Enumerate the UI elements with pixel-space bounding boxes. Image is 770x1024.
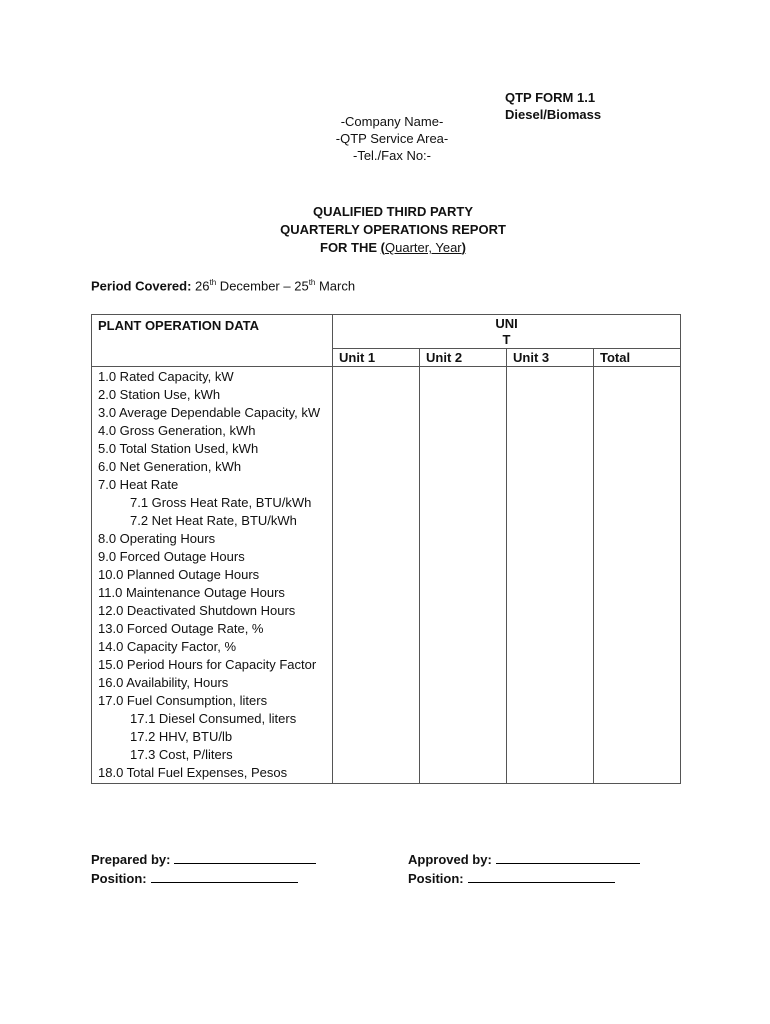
period-covered [91,278,355,293]
table-header-row [92,315,681,349]
table-row-label: 6.0 Net Generation, kWh [98,459,242,474]
unit-header-line-2: T [502,332,511,347]
title-line-3 [0,239,770,257]
company-name: -Company Name- [340,114,444,129]
table-row-label: 7.1 Gross Heat Rate, BTU/kWh [130,495,312,510]
approved-by-label: Approved by: [408,852,492,867]
table-row-label: 4.0 Gross Generation, kWh [98,423,256,438]
position-right-label: Position: [408,871,464,886]
unit-group-header [333,315,681,349]
table-row-label: 14.0 Capacity Factor, % [98,639,237,654]
period-start-suffix: th [209,278,217,287]
table-row-label: 16.0 Availability, Hours [98,675,229,690]
report-period-field[interactable]: Quarter, Year [385,240,462,255]
approved-by-row [408,850,640,869]
company-block [0,113,770,164]
table-row-label: 17.0 Fuel Consumption, liters [98,693,268,708]
prepared-by-row [91,850,316,869]
title-line-3-prefix: FOR THE [320,240,381,255]
table-row-label: 8.0 Operating Hours [98,531,216,546]
position-right-line[interactable] [468,869,615,883]
table-row-label: 15.0 Period Hours for Capacity Factor [98,657,317,672]
title-line-3-paren-close: ) [461,240,466,255]
table-row-label: 17.3 Cost, P/liters [130,747,233,762]
service-area: -QTP Service Area- [335,131,449,146]
column-unit-1: Unit 1 [333,349,420,367]
table-row-label: 12.0 Deactivated Shutdown Hours [98,603,296,618]
total-values-cell[interactable] [594,367,681,784]
period-end-month: March [315,278,356,294]
table-row-label: 13.0 Forced Outage Rate, % [98,621,264,636]
prepared-by-label: Prepared by: [91,852,171,867]
column-unit-2: Unit 2 [420,349,507,367]
period-end-suffix: th [308,278,316,287]
table-row-label: 17.1 Diesel Consumed, liters [130,711,297,726]
table-row-label: 7.0 Heat Rate [98,477,179,492]
item-list [92,367,333,784]
table-row-label: 18.0 Total Fuel Expenses, Pesos [98,765,288,780]
position-right-row [408,869,640,888]
position-left-line[interactable] [151,869,298,883]
table-row-label: 2.0 Station Use, kWh [98,387,221,402]
prepared-by-block [91,850,316,888]
report-title [0,203,770,257]
prepared-by-line[interactable] [174,850,316,864]
unit-1-values-cell[interactable] [333,367,420,784]
period-start-day: 26 [195,278,210,294]
approved-by-block [408,850,640,888]
unit-2-values-cell[interactable] [420,367,507,784]
table-body-row [92,367,681,784]
title-line-3-paren-open: ( [380,240,386,255]
table-row-label: 17.2 HHV, BTU/lb [130,729,233,744]
title-line-1: QUALIFIED THIRD PARTY [312,204,474,219]
column-total: Total [594,349,681,367]
table-row-label: 5.0 Total Station Used, kWh [98,441,259,456]
approved-by-line[interactable] [496,850,640,864]
plant-operation-table [91,314,681,784]
period-label: Period Covered: [91,278,192,294]
position-left-row [91,869,316,888]
column-unit-3: Unit 3 [507,349,594,367]
unit-header-line-1: UNI [495,316,518,331]
plant-operation-header: PLANT OPERATION DATA [92,315,333,367]
period-start-month: December – 25 [216,278,309,294]
table-row-label: 1.0 Rated Capacity, kW [98,369,234,384]
form-code: QTP FORM 1.1 [505,90,596,105]
title-line-2: QUARTERLY OPERATIONS REPORT [280,222,506,237]
table-row-label: 11.0 Maintenance Outage Hours [98,585,285,600]
table-row-label: 10.0 Planned Outage Hours [98,567,260,582]
unit-3-values-cell[interactable] [507,367,594,784]
table-row-label: 3.0 Average Dependable Capacity, kW [98,405,321,420]
table-row-label: 9.0 Forced Outage Hours [98,549,245,564]
form-type: Diesel/Biomass [505,107,602,122]
table-row-label: 7.2 Net Heat Rate, BTU/kWh [130,513,297,528]
contact-info: -Tel./Fax No:- [352,148,431,163]
position-left-label: Position: [91,871,147,886]
